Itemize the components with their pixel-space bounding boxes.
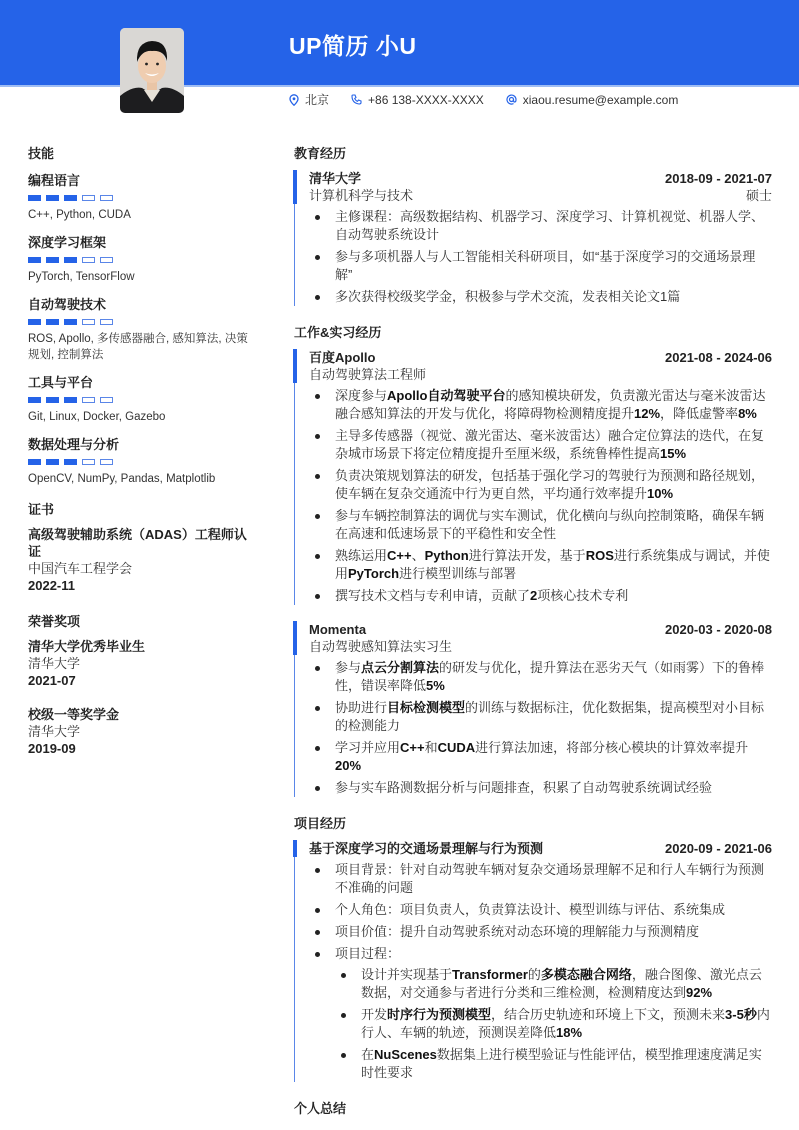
work-bullet: 负责决策规划算法的研发，包括基于强化学习的驾驶行为预测和路径规划，使车辆在复杂交通流中行为更自然，平均通行效率提升10% [309,467,772,503]
job-title: 自动驾驶算法工程师 [309,367,427,382]
skill-description: C++, Python, CUDA [28,209,131,221]
work-entry [294,349,772,605]
skills-list [28,170,248,487]
skill-level-dot [100,397,113,403]
skill-name: 自动驾驶技术 [28,297,107,312]
award-date: 2019-09 [28,741,76,756]
skill-level-dot [82,397,95,403]
education-bullet-list [309,208,772,306]
education-subheader [309,187,772,204]
award-issuer: 清华大学 [28,656,81,671]
work-header [309,349,772,366]
skill-description: Git, Linux, Docker, Gazebo [28,411,166,423]
skill-level-dot [82,257,95,263]
work-bullet-list [309,387,772,605]
skill-level-dot [46,319,59,325]
skill-level-dot [28,257,41,263]
skill-level-dot [46,459,59,465]
candidate-name: UP简历 小U [289,33,417,59]
degree: 硕士 [745,188,772,203]
project-bullet: 项目价值：提升自动驾驶系统对动态环境的理解能力与预测精度 [309,923,772,941]
award-title: 清华大学优秀毕业生 [28,639,146,654]
certificates-list [28,526,248,595]
phone-text[interactable]: +86 138-XXXX-XXXX [368,92,484,107]
location-text: 北京 [305,93,330,107]
avatar-photo [120,28,184,113]
phone-icon [351,94,362,105]
sidebar [28,143,248,774]
project-sub-bullet: 开发时序行为预测模型，结合历史轨迹和环境上下文，预测未来3-5秒内行人、车辆的轨迹，预测误差降低18% [335,1006,772,1042]
work-subheader [309,638,772,655]
project-header [309,840,772,857]
education-bullet: 参与多项机器人与人工智能相关科研项目，如“基于深度学习的交通场景理解” [309,248,772,284]
project-entry [294,840,772,1082]
company-name: Momenta [309,622,367,637]
award [28,638,248,690]
skill-level-dot [100,459,113,465]
awards-heading: 荣誉奖项 [28,614,81,629]
work-bullet: 学习并应用C++和CUDA进行算法加速，将部分核心模块的计算效率提升20% [309,739,772,775]
skills-heading: 技能 [28,146,55,161]
award-date: 2021-07 [28,673,76,688]
skill-level-dot [82,319,95,325]
education-dates: 2018-09 - 2021-07 [665,171,772,186]
education-bullet: 多次获得校级奖学金，积极参与学术交流，发表相关论文1篇 [309,288,772,306]
work-bullet: 深度参与Apollo自动驾驶平台的感知模块研发，负责激光雷达与毫米波雷达融合感知算法的开发与优化，将障碍物检测精度提升12%，降低虚警率8% [309,387,772,423]
email-text[interactable]: xiaou.resume@example.com [522,92,679,107]
work-dates: 2020-03 - 2020-08 [665,622,772,637]
skill-level-dot [64,459,77,465]
project-bullet: 个人角色：项目负责人，负责算法设计、模型训练与评估、系统集成 [309,901,772,919]
skill-item [28,232,248,285]
project-bullet-list [309,861,772,1082]
project-sub-bullet: 设计并实现基于Transformer的多模态融合网络，融合图像、激光点云数据，对交通参与者进行分类和三维检测，检测精度达到92% [335,966,772,1002]
skill-item [28,294,248,363]
work-bullet: 主导多传感器（视觉、激光雷达、毫米波雷达）融合定位算法的迭代，在复杂城市场景下将定位精度提升至厘米级，系统鲁棒性提高15% [309,427,772,463]
certificate-title: 高级驾驶辅助系统（ADAS）工程师认证 [28,527,247,559]
location-pin-icon [289,94,299,106]
skill-level-dot [100,195,113,201]
skill-description: ROS, Apollo, 多传感器融合, 感知算法, 决策规划, 控制算法 [28,333,248,361]
skill-item [28,372,248,425]
contact-bar [289,91,700,108]
certificate-issuer: 中国汽车工程学会 [28,561,133,576]
education-heading: 教育经历 [294,146,347,161]
skill-level-meter [28,195,248,201]
skill-level-dot [82,195,95,201]
skill-description: OpenCV, NumPy, Pandas, Matplotlib [28,473,216,485]
work-bullet: 参与车辆控制算法的调优与实车测试，优化横向与纵向控制策略，确保车辆在高速和低速场景下的平稳性和安全性 [309,507,772,543]
skill-level-dot [28,459,41,465]
skill-level-dot [28,397,41,403]
school-name: 清华大学 [309,171,362,186]
work-bullet: 撰写技术文档与专利申请，贡献了2项核心技术专利 [309,587,772,605]
skill-level-meter [28,319,248,325]
project-sub-bullet: 在NuScenes数据集上进行模型验证与性能评估，模型推理速度满足实时性要求 [335,1046,772,1082]
contact-phone [351,93,484,107]
award [28,706,248,758]
avatar-icon [120,28,184,113]
skill-level-meter [28,257,248,263]
skill-name: 工具与平台 [28,375,94,390]
awards-list [28,638,248,758]
skill-level-meter [28,397,248,403]
work-subheader [309,366,772,383]
skill-level-dot [28,319,41,325]
skill-level-dot [46,257,59,263]
work-dates: 2021-08 - 2024-06 [665,350,772,365]
certificate [28,526,248,595]
project-bullet: 项目过程： 设计并实现基于Transformer的多模态融合网络，融合图像、激光点云数据，对交通参与者进行分类和三维检测，检测精度达到92% 开发时序行为预测模型，结合历史轨迹和环境上下文，预测未来3-5秒内行人、车辆的轨迹，预测误差降低18% 在NuScenes数据集上进行模型验证与性能评估，模型推理速度满足实时性要求 [309,945,772,1082]
work-entry [294,621,772,797]
skill-level-dot [100,319,113,325]
skill-level-dot [64,195,77,201]
education-entry [294,170,772,306]
certificates-heading: 证书 [28,502,55,517]
company-name: 百度Apollo [309,350,376,365]
project-sub-bullet-list [335,966,772,1082]
certificate-date: 2022-11 [28,578,75,593]
skill-level-dot [64,319,77,325]
skill-level-dot [46,195,59,201]
skill-item [28,170,248,223]
skill-name: 数据处理与分析 [28,437,120,452]
education-header [309,170,772,187]
job-title: 自动驾驶感知算法实习生 [309,639,453,654]
work-header [309,621,772,638]
main-content [294,143,772,1125]
skill-level-meter [28,459,248,465]
contact-email [506,93,679,107]
projects-heading: 项目经历 [294,816,347,831]
contact-location [289,91,329,108]
skill-level-dot [100,257,113,263]
education-bullet: 主修课程：高级数据结构、机器学习、深度学习、计算机视觉、机器人学、自动驾驶系统设计 [309,208,772,244]
project-bullet: 项目背景：针对自动驾驶车辆对复杂交通场景理解不足和行人车辆行为预测不准确的问题 [309,861,772,897]
award-issuer: 清华大学 [28,724,81,739]
work-bullet: 熟练运用C++、Python进行算法开发，基于ROS进行系统集成与调试，并使用PyTorch进行模型训练与部署 [309,547,772,583]
skill-description: PyTorch, TensorFlow [28,271,135,283]
skill-level-dot [64,397,77,403]
work-bullet: 参与点云分割算法的研发与优化，提升算法在恶劣天气（如雨雾）下的鲁棒性，错误率降低5% [309,659,772,695]
skill-level-dot [82,459,95,465]
project-dates: 2020-09 - 2021-06 [665,841,772,856]
work-bullet: 协助进行目标检测模型的训练与数据标注，优化数据集，提高模型对小目标的检测能力 [309,699,772,735]
email-at-icon [506,94,517,105]
work-bullet-list [309,659,772,797]
skill-level-dot [64,257,77,263]
work-heading: 工作&实习经历 [294,325,382,340]
major: 计算机科学与技术 [309,188,414,203]
award-title: 校级一等奖学金 [28,707,120,722]
skill-level-dot [46,397,59,403]
project-name: 基于深度学习的交通场景理解与行为预测 [309,841,544,856]
projects-list [294,840,772,1082]
summary-heading: 个人总结 [294,1101,347,1116]
skill-level-dot [28,195,41,201]
work-bullet: 参与实车路测数据分析与问题排查，积累了自动驾驶系统调试经验 [309,779,772,797]
skill-name: 深度学习框架 [28,235,107,250]
skill-item [28,434,248,487]
education-list [294,170,772,306]
skill-name: 编程语言 [28,173,81,188]
work-list [294,349,772,797]
